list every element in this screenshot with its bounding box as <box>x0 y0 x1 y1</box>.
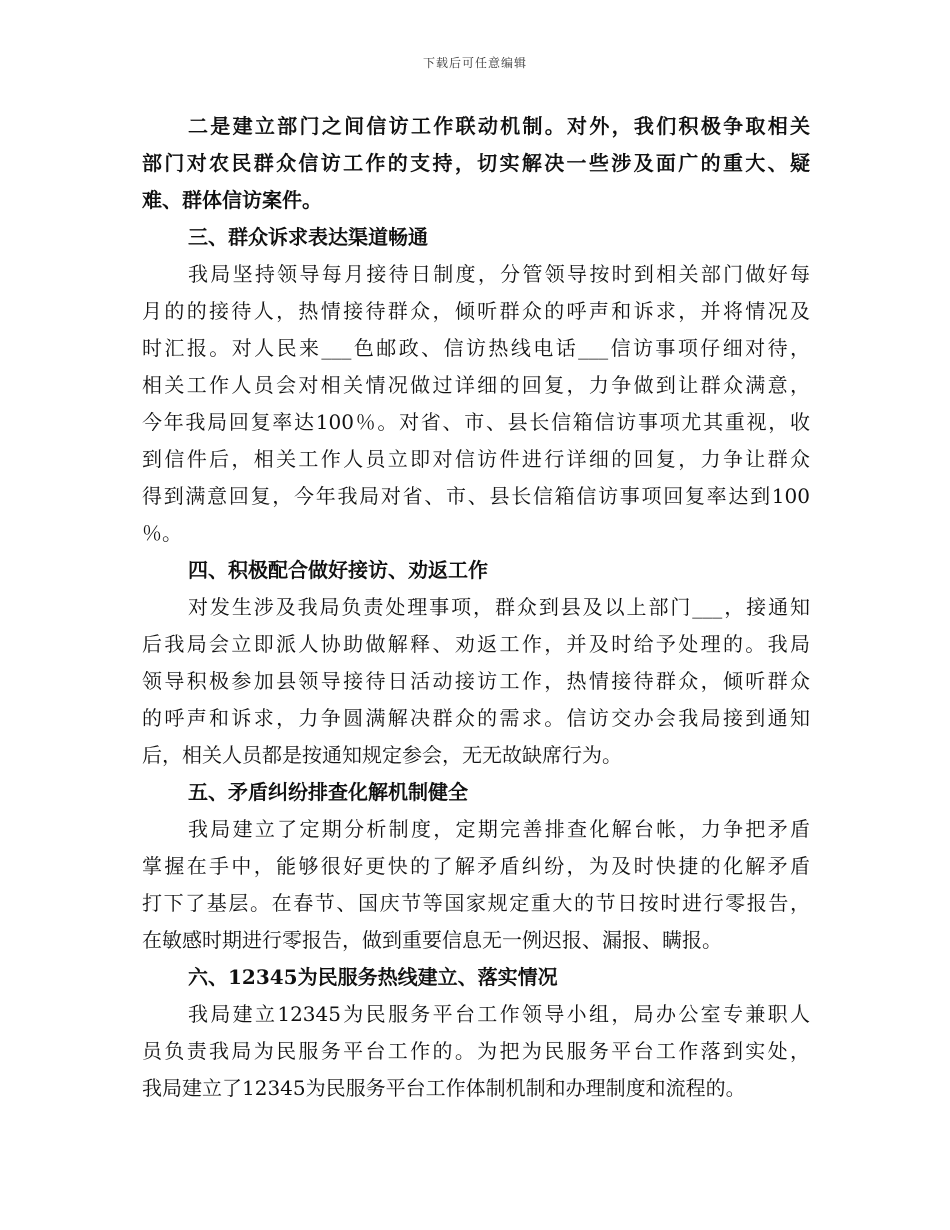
heading-line: 四、积极配合做好接访、劝返工作 <box>188 558 488 582</box>
text-line: 员负责我局为民服务平台工作的。为把为民服务平台工作落到实处， <box>142 1039 810 1063</box>
text-line: 对发生涉及我局负责处理事项，群众到县及以上部门___，接通知 <box>188 595 810 619</box>
text-line: 后我局会立即派人协助做解释、劝返工作，并及时给予处理的。我局 <box>142 632 810 656</box>
heading-line: 三、群众诉求表达渠道畅通 <box>188 225 428 249</box>
text-line: 今年我局回复率达100％。对省、市、县长信箱信访事项尤其重视，收 <box>142 410 810 434</box>
heading-line: 五、矛盾纠纷排查化解机制健全 <box>188 780 468 804</box>
text-line: 我局建立了12345为民服务平台工作体制机制和办理制度和流程的。 <box>142 1076 746 1100</box>
text-line: 到信件后，相关工作人员立即对信访件进行详细的回复，力争让群众 <box>142 447 810 471</box>
text-line: 时汇报。对人民来___色邮政、信访热线电话___信访事项仔细对待， <box>142 336 810 360</box>
heading-line: 难、群体信访案件。 <box>142 188 322 212</box>
text-line: 的呼声和诉求，力争圆满解决群众的需求。信访交办会我局接到通知 <box>142 706 810 730</box>
text-line: ％。 <box>142 521 182 545</box>
text-line: 后，相关人员都是按通知规定参会，无无故缺席行为。 <box>142 743 622 767</box>
text-line: 得到满意回复，今年我局对省、市、县长信箱信访事项回复率达到100 <box>142 484 810 508</box>
heading-line: 六、12345为民服务热线建立、落实情况 <box>188 965 558 989</box>
document-body <box>142 108 810 1107</box>
text-line: 打下了基层。在春节、国庆节等国家规定重大的节日按时进行零报告， <box>142 891 810 915</box>
page-header: 下载后可任意编辑 <box>422 56 527 70</box>
text-line: 在敏感时期进行零报告，做到重要信息无一例迟报、漏报、瞒报。 <box>142 928 722 952</box>
heading-line: 二是建立部门之间信访工作联动机制。对外，我们积极争取相关 <box>188 114 810 138</box>
text-line: 相关工作人员会对相关情况做过详细的回复，力争做到让群众满意， <box>142 373 810 397</box>
heading-line: 部门对农民群众信访工作的支持，切实解决一些涉及面广的重大、疑 <box>142 151 810 175</box>
text-line: 我局坚持领导每月接待日制度，分管领导按时到相关部门做好每 <box>188 262 810 286</box>
text-line: 领导积极参加县领导接待日活动接访工作，热情接待群众，倾听群众 <box>142 669 810 693</box>
text-line: 我局建立了定期分析制度，定期完善排查化解台帐，力争把矛盾 <box>188 817 810 841</box>
text-line: 我局建立12345为民服务平台工作领导小组，局办公室专兼职人 <box>188 1002 810 1026</box>
text-line: 掌握在手中，能够很好更快的了解矛盾纠纷，为及时快捷的化解矛盾 <box>142 854 810 878</box>
text-line: 月的的接待人，热情接待群众，倾听群众的呼声和诉求，并将情况及 <box>142 299 810 323</box>
